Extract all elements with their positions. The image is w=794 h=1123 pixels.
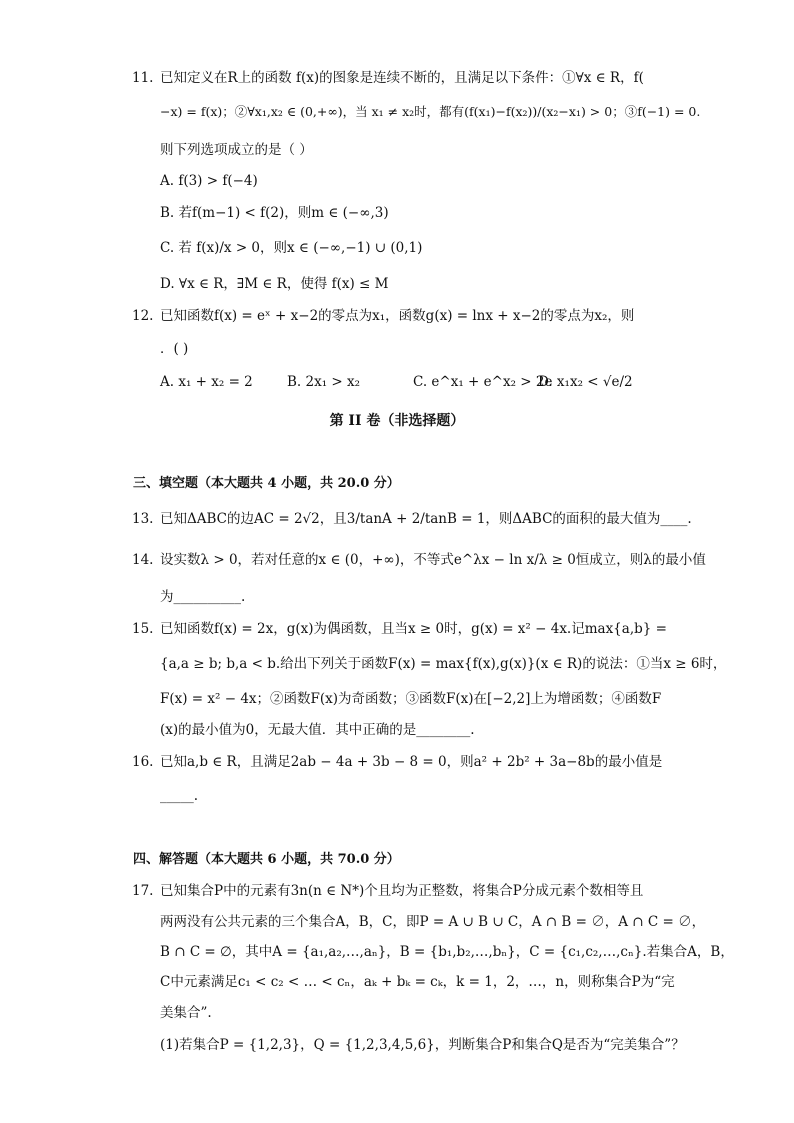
option-a: A. x₁ + x₂ = 2 <box>160 374 253 390</box>
question-number: 16. <box>132 754 154 770</box>
question-text: 则下列选项成立的是（ ） <box>160 142 313 158</box>
option-b: B. 2x₁ > x₂ <box>287 374 361 390</box>
section-heading: 四、解答题（本大题共 6 小题，共 70.0 分） <box>133 852 400 867</box>
question-text: 已知a,b ∈ R，且满足2ab − 4a + 3b − 8 = 0，则a² + 2b² + 3a−8b的最小值是 <box>160 754 663 770</box>
question-text: _____. <box>160 788 199 804</box>
option-d: D. x₁x₂ < √e/2 <box>538 374 633 390</box>
part-heading: 第 II 卷（非选择题） <box>329 413 465 429</box>
question-text: F(x) = x² − 4x；②函数F(x)为奇函数；③函数F(x)在[−2,2]上为增函数；④函数F <box>160 691 662 707</box>
question-text: 两两没有公共元素的三个集合A，B，C，即P = A ∪ B ∪ C，A ∩ B = ∅，A ∩ C = ∅， <box>160 914 706 930</box>
question-number: 14. <box>132 552 154 568</box>
question-text: (1)若集合P = {1,2,3}，Q = {1,2,3,4,5,6}，判断集合P和集合Q是否为“完美集合”？ <box>160 1037 685 1053</box>
option-c: C. e^x₁ + e^x₂ > 2e <box>413 374 553 390</box>
option-c: C. 若 f(x)/x > 0，则x ∈ (−∞,−1) ∪ (0,1) <box>160 240 423 256</box>
question-text: {a,a ≥ b; b,a < b.给出下列关于函数F(x) = max{f(x),g(x)}(x ∈ R)的说法：①当x ≥ 6时， <box>160 656 727 672</box>
question-text: 已知函数f(x) = 2x，g(x)为偶函数，且当x ≥ 0时，g(x) = x² − 4x.记max{a,b} = <box>160 621 667 637</box>
question-text: 设实数λ > 0，若对任意的x ∈ (0，+∞)，不等式e^λx − ln x/λ ≥ 0恒成立，则λ的最小值 <box>160 552 706 568</box>
option-a: A. f(3) > f(−4) <box>160 173 258 189</box>
question-text: 已知函数f(x) = eˣ + x−2的零点为x₁，函数g(x) = lnx + x−2的零点为x₂，则 <box>160 308 635 324</box>
question-text: 已知集合P中的元素有3n(n ∈ N*)个且均为正整数，将集合P分成元素个数相等且 <box>160 883 644 899</box>
option-b: B. 若f(m−1) < f(2)，则m ∈ (−∞,3) <box>160 205 389 221</box>
question-text: (x)的最小值为0，无最大值．其中正确的是________. <box>160 722 475 738</box>
question-text: ．( ) <box>160 341 189 357</box>
question-text: 美集合”. <box>160 1005 212 1021</box>
option-d: D. ∀x ∈ R，∃M ∈ R，使得 f(x) ≤ M <box>160 276 389 292</box>
question-text: 已知定义在R上的函数 f(x)的图象是连续不断的，且满足以下条件：①∀x ∈ R，f( <box>160 70 644 86</box>
question-text: B ∩ C = ∅，其中A = {a₁,a₂,…,aₙ}，B = {b₁,b₂,…,bₙ}，C = {c₁,c₂,…,cₙ}.若集合A，B， <box>160 944 734 960</box>
section-heading: 三、填空题（本大题共 4 小题，共 20.0 分） <box>133 476 400 491</box>
question-text: 已知ΔABC的边AC = 2√2，且3/tanA + 2/tanB = 1，则ΔABC的面积的最大值为____. <box>160 511 692 527</box>
question-text: C中元素满足c₁ < c₂ < … < cₙ，aₖ + bₖ = cₖ，k = 1，2，…，n，则称集合P为“完 <box>160 974 675 990</box>
question-number: 15. <box>132 621 154 637</box>
question-text: −x) = f(x)；②∀x₁,x₂ ∈ (0,+∞)，当 x₁ ≠ x₂时，都有(f(x₁)−f(x₂))/(x₂−x₁) > 0；③f(−1) = 0. <box>160 104 701 119</box>
question-text: 为__________. <box>160 589 246 605</box>
question-number: 13. <box>132 511 154 527</box>
question-number: 11. <box>132 70 154 86</box>
question-number: 12. <box>132 308 154 324</box>
question-number: 17. <box>132 883 154 899</box>
